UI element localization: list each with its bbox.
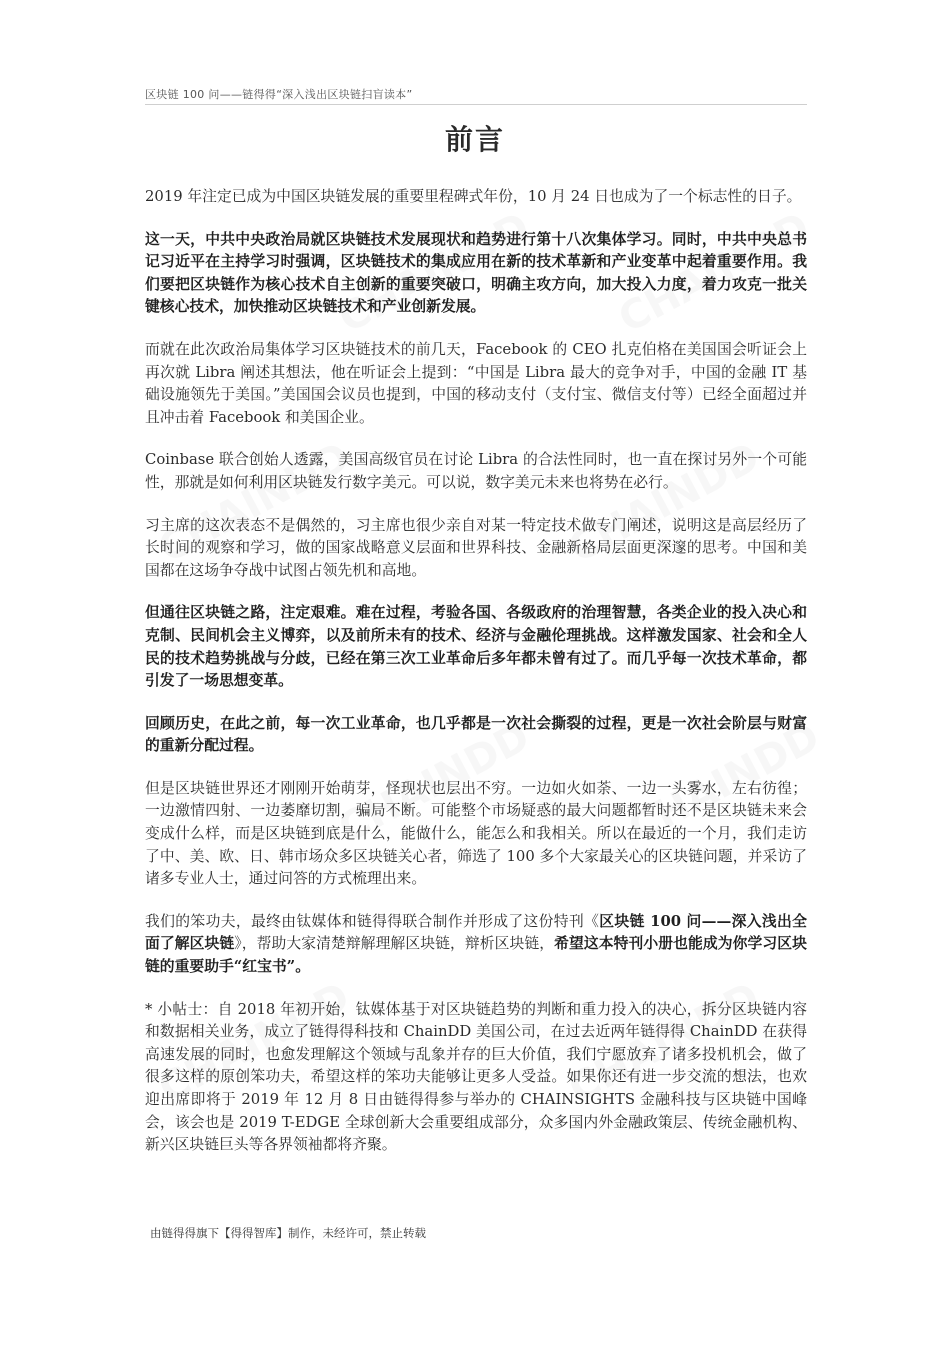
running-header: 区块链 100 问——链得得“深入浅出区块链扫盲读本” [145, 88, 413, 101]
tip-paragraph: * 小帖士：自 2018 年初开始，钛媒体基于对区块链趋势的判断和重力投入的决心，拆分区块链内容和数据相关业务，成立了链得得科技和 ChainDD 美国公司，在过去近两年链得得 ChainDD 在获得高速发展的同时，也愈发理解这个领域与乱象并存的巨大价值，我们宁愿放弃了诸多投机机会，做了很多这样的原创笨功夫，希望这样的笨功夫能够让更多人受益。如果你还有进一步交流的想法，也欢迎出席即将于 2019 年 12 月 8 日由链得得参与举办的 CHAINSIGHTS 金融科技与区块链中国峰会，该会也是 2019 T-EDGE 全球创新大会重要组成部分，众多国内外金融政策层、传统金融机构、新兴区块链巨头等各界领袖都将齐聚。 [145, 1000, 807, 1154]
paragraph: 但是区块链世界还才刚刚开始萌芽，怪现状也层出不穷。一边如火如荼、一边一头雾水，左右彷徨；一边激情四射、一边萎靡切割，骗局不断。可能整个市场疑惑的最大问题都暂时还不是区块链未来会变成什么样，而是区块链到底是什么，能做什么，能怎么和我相关。所以在最近的一个月，我们走访了中、美、欧、日、韩市场众多区块链关心者，筛选了 100 多个大家最关心的区块链问题，并采访了诸多专业人士，通过问答的方式梳理出来。 [145, 779, 807, 888]
page-title: 前言 [444, 123, 505, 156]
paragraph: 回顾历史，在此之前，每一次工业革命，也几乎都是一次社会撕裂的过程，更是一次社会阶层与财富的重新分配过程。 [145, 714, 807, 755]
special-issue-title: 区块链 100 问——深入浅出全面了解区块链 [145, 912, 807, 953]
paragraph-text: 我们的笨功夫，最终由钛媒体和链得得联合制作并形成了这份特刊《 [145, 912, 600, 930]
paragraph: Coinbase 联合创始人透露，美国高级官员在讨论 Libra 的合法性同时，也一直在探讨另外一个可能性，那就是如何利用区块链发行数字美元。可以说，数字美元未来也将势在必行。 [145, 451, 807, 491]
header-divider [145, 104, 807, 105]
paragraph-text: 》，帮助大家清楚辩解理解区块链，辩析区块链， [234, 935, 555, 953]
paragraph: 2019 年注定已成为中国区块链发展的重要里程碑式年份，10 月 24 日也成为了一个标志性的日子。 [145, 188, 802, 205]
paragraph [145, 911, 807, 979]
copyright-footer: 由链得得旗下【得得智库】制作，未经许可，禁止转载 [150, 1226, 426, 1240]
paragraph: 这一天，中共中央政治局就区块链技术发展现状和趋势进行第十八次集体学习。同时，中共中央总书记习近平在主持学习时强调，区块链技术的集成应用在新的技术革新和产业变革中起着重要作用。我们要把区块链作为核心技术自主创新的重要突破口，明确主攻方向，加大投入力度，着力攻克一批关键核心技术，加快推动区块链技术和产业创新发展。 [145, 230, 807, 316]
body-content [145, 186, 807, 1177]
highlight-text: 希望这本特刊小册也能成为你学习区块链的重要助手“红宝书”。 [145, 935, 807, 976]
paragraph: 习主席的这次表态不是偶然的，习主席也很少亲自对某一特定技术做专门阐述，说明这是高层经历了长时间的观察和学习，做的国家战略意义层面和世界科技、金融新格局层面更深邃的思考。中国和美国都在这场争夺战中试图占领先机和高地。 [145, 516, 807, 579]
paragraph: 而就在此次政治局集体学习区块链技术的前几天，Facebook 的 CEO 扎克伯格在美国国会听证会上再次就 Libra 阐述其想法，他在听证会上提到：“中国是 Libra 最大的竞争对手，中国的金融 IT 基础设施领先于美国。”美国国会议员也提到，中国的移动支付（支付宝、微信支付等）已经全面超过并且冲击着 Facebook 和美国企业。 [145, 340, 807, 426]
paragraph: 但通往区块链之路，注定艰难。难在过程，考验各国、各级政府的治理智慧，各类企业的投入决心和克制、民间机会主义博弈，以及前所未有的技术、经济与金融伦理挑战。这样激发国家、社会和全人民的技术趋势挑战与分歧，已经在第三次工业革命后多年都未曾有过了。而几乎每一次技术革命，都引发了一场思想变革。 [145, 604, 807, 690]
